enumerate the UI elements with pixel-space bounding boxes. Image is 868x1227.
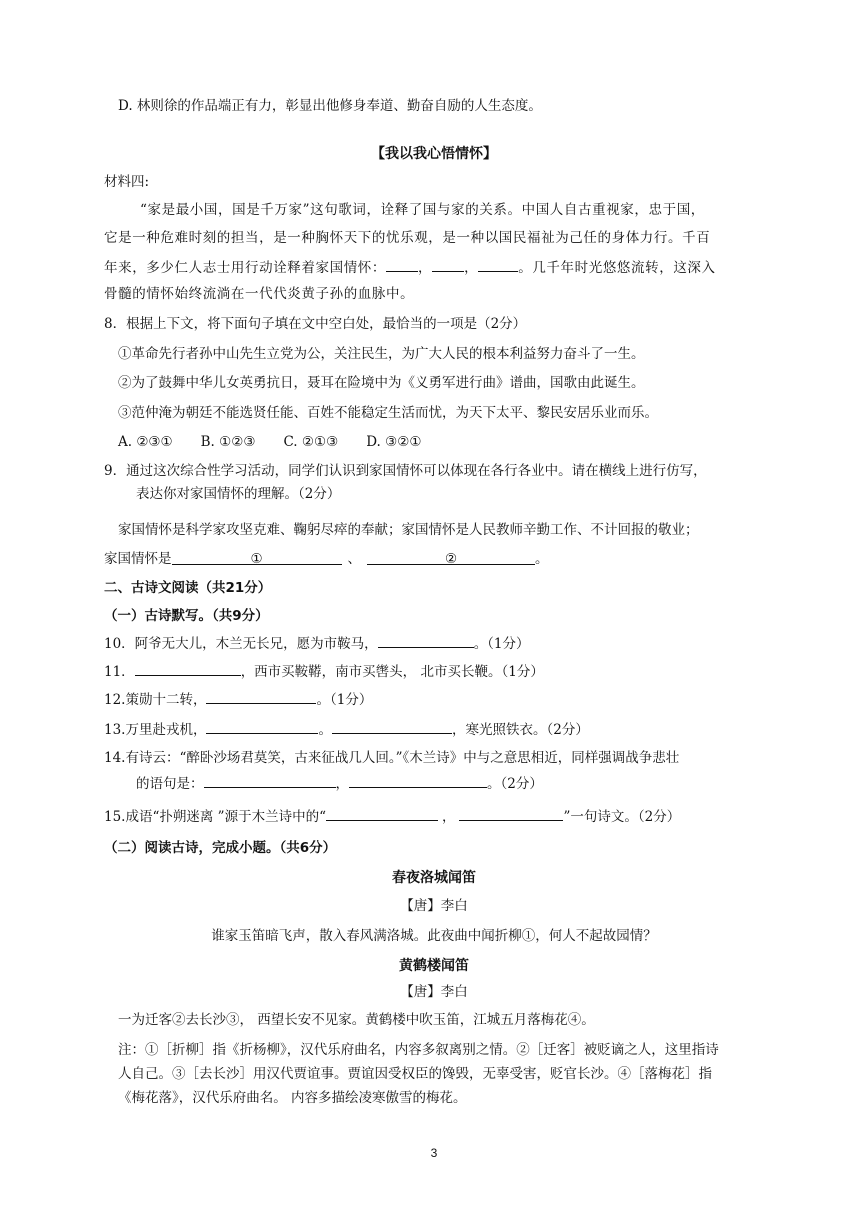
q8-option-b: B. ①②③ xyxy=(200,434,256,450)
q8-sentence-2: ②为了鼓舞中华儿女英勇抗日，聂耳在险境中为《义勇军进行曲》谱曲，国歌由此诞生。 xyxy=(118,375,645,391)
part2-title: 二、古诗文阅读（共21分） xyxy=(104,580,272,596)
q15-blank-1 xyxy=(326,805,438,821)
q8-sentence-3: ③范仲淹为朝廷不能选贤任能、百姓不能稳定生活而忧，为天下太平、黎民安居乐业而乐。 xyxy=(118,405,658,421)
q9-stem-1: 9．通过这次综合性学习活动，同学们认识到家国情怀可以体现在各行各业中。请在横线上进行仿写， xyxy=(104,463,707,479)
part2-2-title: （二）阅读古诗，完成小题。（共6分） xyxy=(104,840,337,856)
option-d-line: D. 林则徐的作品端正有力，彰显出他修身奉道、勤奋自励的人生态度。 xyxy=(118,98,542,114)
material-line-3: 年来，多少仁人志士用行动诠释着家国情怀： ， ， 。几千年时光悠悠流转，这深入 xyxy=(104,256,716,278)
poem1-text: 谁家玉笛暗飞声，散入春风满洛城。此夜曲中闻折柳①，何人不起故园情？ xyxy=(211,928,657,944)
q12-blank xyxy=(206,688,316,704)
poem2-title: 黄鹤楼闻笛 xyxy=(399,958,469,974)
notes-line-2: 人自己。③［去长沙］用汉代贾谊事。贾谊因受权臣的馋毁，无辜受害，贬官长沙。④［落梅花］指 xyxy=(118,1066,712,1082)
q14-line-1: 14.有诗云：“醉卧沙场君莫笑，古来征战几人回。”《木兰诗》中与之意思相近，同样强调战争悲壮 xyxy=(104,750,680,766)
poem1-author: 【唐】李白 xyxy=(400,898,468,914)
q9-blank-2: ② xyxy=(367,549,535,565)
q14-blank-1 xyxy=(204,772,336,788)
q10-blank xyxy=(378,632,474,648)
q11-blank xyxy=(135,660,241,676)
q9-fill-line: 家国情怀是 ① 、 ② 。 xyxy=(104,551,549,567)
q8-option-a: A. ②③① xyxy=(118,434,173,450)
q8-sentence-1: ①革命先行者孙中山先生立党为公，关注民生，为广大人民的根本利益努力奋斗了一生。 xyxy=(118,346,645,362)
q9-example: 家国情怀是科学家攻坚克难、鞠躬尽瘁的奉献；家国情怀是人民教师辛勤工作、不计回报的敬业； xyxy=(118,522,699,538)
q13-blank-2 xyxy=(332,718,452,734)
q15-blank-2 xyxy=(459,805,563,821)
material-blank-1 xyxy=(386,256,418,272)
q8-stem: 8．根据上下文，将下面句子填在文中空白处，最恰当的一项是（2分） xyxy=(104,316,527,332)
q14-blank-2 xyxy=(349,772,487,788)
q13: 13.万里赴戎机， 。 ，寒光照铁衣。（2分） xyxy=(104,718,589,740)
part2-1-title: （一）古诗默写。（共9分） xyxy=(104,608,269,624)
q12: 12.策勋十二转， 。（1分） xyxy=(104,688,372,710)
page-number: 3 xyxy=(430,1146,438,1160)
poem2-text: 一为迁客②去长沙③， 西望长安不见家。黄鹤楼中吹玉笛，江城五月落梅花④。 xyxy=(118,1012,595,1028)
material-blank-2 xyxy=(432,256,464,272)
q9-blank-1: ① xyxy=(172,549,342,565)
material-line-4: 骨髓的情怀始终流淌在一代代炎黄子孙的血脉中。 xyxy=(104,286,415,302)
q13-blank-1 xyxy=(206,718,318,734)
q9-stem-2: 表达你对家国情怀的理解。（2分） xyxy=(136,486,341,502)
material-line-1: “家是最小国，国是千万家”这句歌词，诠释了国与家的关系。中国人自古重视家，忠于国， xyxy=(140,202,705,218)
q8-option-d: D. ③②① xyxy=(366,434,422,450)
q14-line-2: 的语句是： ， 。（2分） xyxy=(136,772,543,794)
material-blank-3 xyxy=(478,256,518,272)
q8-options xyxy=(118,432,449,452)
material-label: 材料四: xyxy=(104,174,150,190)
poem1-title: 春夜洛城闻笛 xyxy=(392,870,476,886)
material-line-2: 它是一种危难时刻的担当，是一种胸怀天下的忧乐观，是一种以国民福祉为己任的身体力行。千百 xyxy=(104,230,711,246)
q8-option-c: C. ②①③ xyxy=(283,434,339,450)
q11: 11． ，西市买鞍鞯，南市买辔头， 北市买长鞭。（1分） xyxy=(104,660,544,682)
q10: 10．阿爷无大儿，木兰无长兄，愿为市鞍马， 。（1分） xyxy=(104,632,530,654)
q15: 15.成语“扑朔迷离 ”源于木兰诗中的“ ， ”一句诗文。（2分） xyxy=(104,805,680,827)
section-title: 【我以我心悟情怀】 xyxy=(371,146,497,162)
poem2-author: 【唐】李白 xyxy=(400,984,468,1000)
notes-line-1: 注：①［折柳］指《折杨柳》，汉代乐府曲名，内容多叙离别之情。②［迁客］被贬谪之人，这里指诗 xyxy=(118,1042,719,1058)
notes-line-3: 《梅花落》，汉代乐府曲名。 内容多描绘凌寒傲雪的梅花。 xyxy=(118,1090,467,1106)
